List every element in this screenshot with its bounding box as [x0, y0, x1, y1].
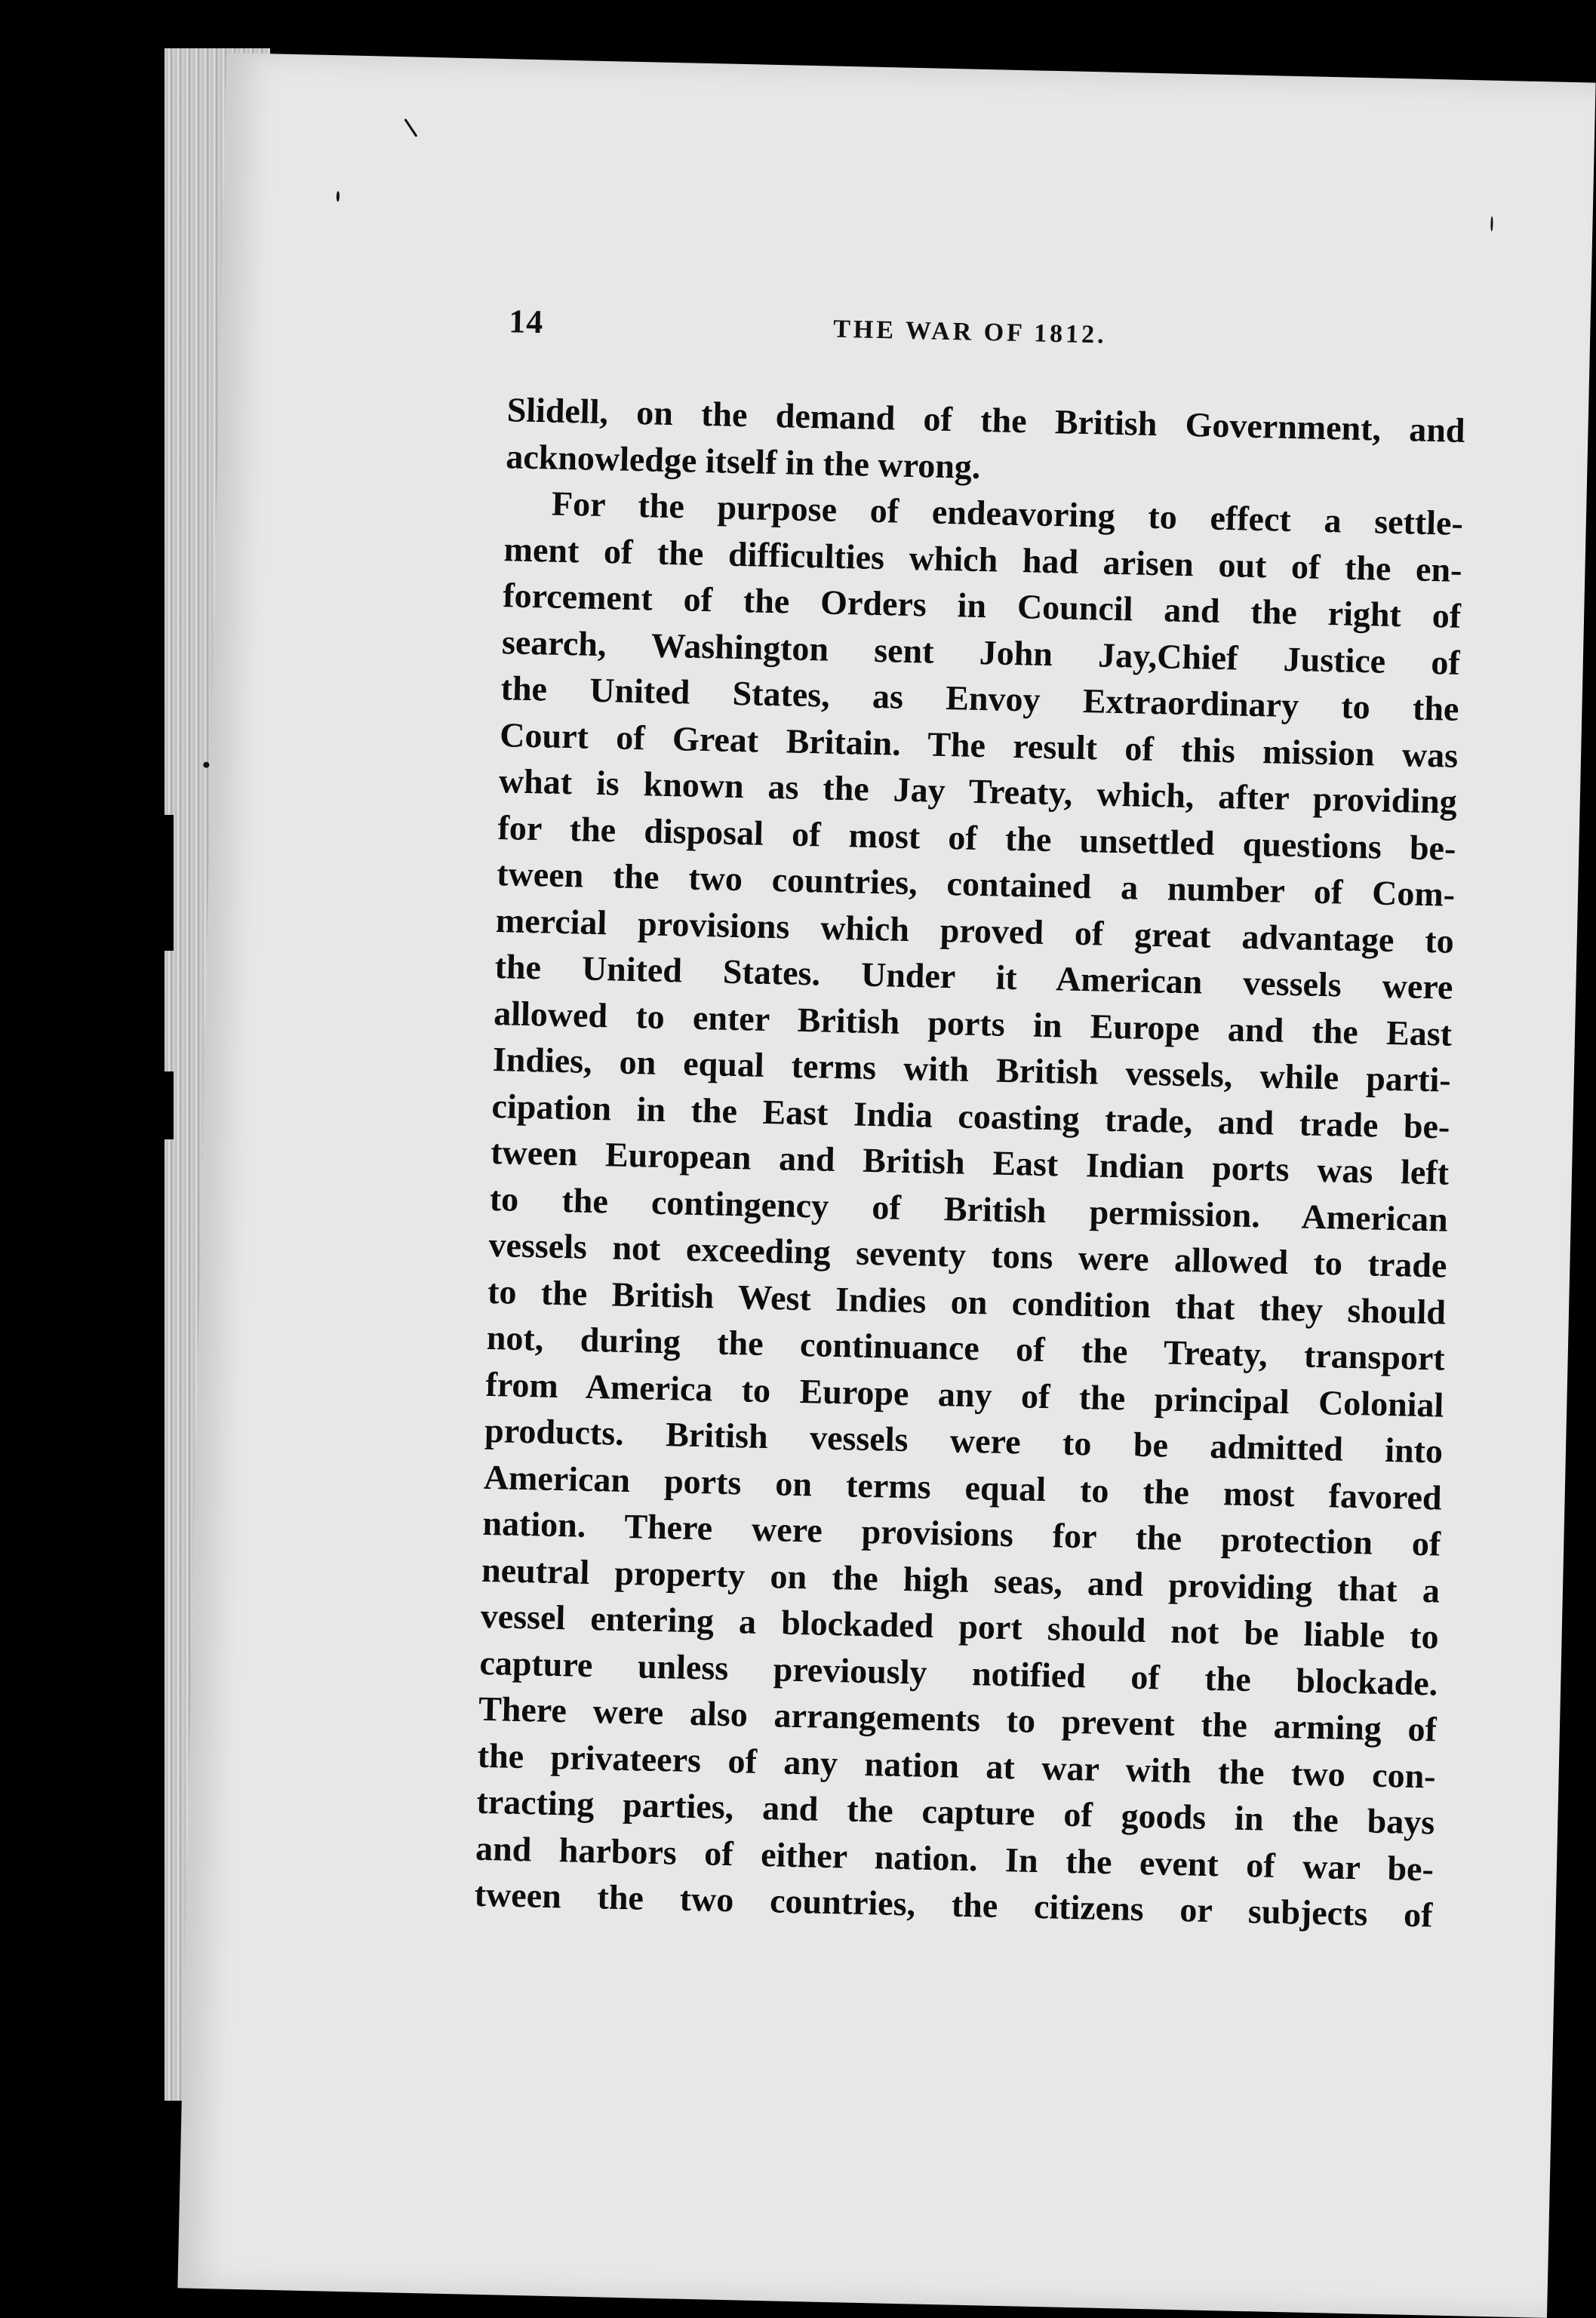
page-number: 14: [508, 303, 544, 341]
text-line: American ports on terms equal to the most favored: [483, 1457, 1443, 1517]
text-line: There were also arrangements to prevent the arming of: [478, 1689, 1438, 1749]
text-line: Indies, on equal terms with British vessels, while parti-: [492, 1040, 1452, 1099]
text-line: forcement of the Orders in Council and the right of: [502, 576, 1462, 635]
text-line: acknowledge itself in the wrong.: [505, 436, 981, 486]
body-text: [474, 386, 1465, 1938]
text-line: tween European and British East Indian ports was left: [490, 1132, 1450, 1192]
text-line: For the purpose of endeavoring to effect a settle-: [551, 484, 1464, 543]
page-edge-shadow: [143, 1071, 174, 1139]
text-line: mercial provisions which proved of great advantage to: [495, 900, 1455, 961]
text-line: Court of Great Britain. The result of this mission was: [499, 715, 1459, 775]
running-title: THE WAR OF 1812.: [832, 315, 1108, 349]
text-line: the privateers of any nation at war with the two con-: [477, 1735, 1437, 1795]
text-line: from America to Europe any of the principal Colonial: [485, 1364, 1444, 1425]
scan-speck: [1490, 217, 1493, 232]
text-line: capture unless previously notified of the blockade.: [478, 1643, 1438, 1703]
text-line: tween the two countries, the citizens or subjects of: [474, 1874, 1434, 1935]
text-line: cipation in the East India coasting trade, and trade be-: [491, 1086, 1450, 1146]
text-line: nation. There were provisions for the protection of: [482, 1503, 1441, 1563]
text-line: ment of the difficulties which had arisen out of the en-: [503, 529, 1463, 589]
text-line: to the British West Indies on condition that they should: [487, 1271, 1447, 1332]
scan-speck: [404, 118, 417, 137]
book-page: [177, 53, 1595, 2318]
text-line: what is known as the Jay Treaty, which, after providing: [498, 761, 1458, 821]
text-line: vessel entering a blockaded port should not be liable to: [480, 1596, 1440, 1656]
text-line: vessels not exceeding seventy tons were allowed to trade: [488, 1225, 1447, 1285]
text-line: to the contingency of British permission. American: [489, 1179, 1449, 1239]
text-line: the United States. Under it American vessels were: [494, 947, 1453, 1007]
text-line: allowed to enter British ports in Europe and the East: [493, 993, 1453, 1053]
text-line: and harbors of either nation. In the event of war be-: [475, 1828, 1435, 1888]
text-line: tracting parties, and the capture of goods in the bays: [475, 1782, 1435, 1842]
text-line: Slidell, on the demand of the British Government, and: [506, 390, 1466, 450]
page-edge-shadow: [143, 815, 174, 951]
text-line: the United States, as Envoy Extraordinary to the: [500, 669, 1459, 728]
text-line: search, Washington sent John Jay,Chief Justice of: [501, 622, 1461, 682]
text-line: products. British vessels were to be admitted into: [484, 1410, 1444, 1471]
page-header: [508, 302, 1467, 376]
text-line: not, during the continuance of the Treaty, transport: [486, 1317, 1446, 1378]
text-line: for the disposal of most of the unsettled questions be-: [497, 807, 1456, 868]
scan-speck: [337, 191, 340, 201]
page-content: [474, 302, 1467, 1938]
text-line: tween the two countries, contained a number of Com-: [496, 854, 1456, 914]
text-line: neutral property on the high seas, and providing that a: [481, 1550, 1441, 1610]
